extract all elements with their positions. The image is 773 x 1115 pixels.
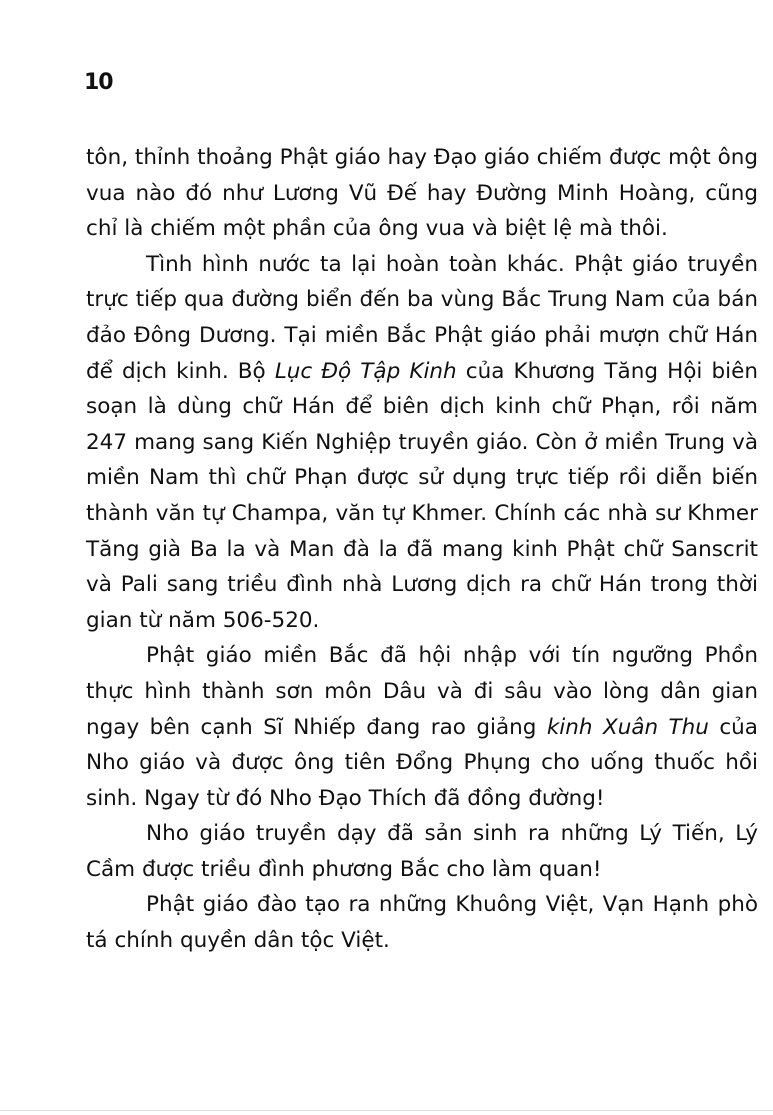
paragraph-2-segment-3: của Khương Tăng Hội biên soạn là dùng chữ Hán để biên dịch kinh chữ Phạn, rồi năm 247 mang sang Kiến Nghiệp truyền giáo. Còn ở miền Trung và miền Nam thì chữ Phạn được sử dụng trực tiếp rồi diễn biến thành văn tự Champa, văn tự Khmer. Chính các nhà sư Khmer Tăng già Ba la và Man đà la đã mang kinh Phật chữ Sanscrit và Pali sang triều đình nhà Lương dịch ra chữ Hán trong thời gian từ năm 506-520. bbox=[86, 358, 758, 633]
paragraph-3 bbox=[86, 638, 758, 816]
book-title-kinh-xuan-thu: kinh Xuân Thu bbox=[546, 714, 709, 740]
paragraph-4 bbox=[86, 816, 758, 887]
paragraph-2-segment-1: Tình hình nước ta lại hoàn toàn khác. Phật giáo truyền trực tiếp qua đường biển đến ba vùng Bắc Trung Nam của bán đảo Đông Dương. Tại miền Bắc Phật giáo phải mượn chữ Hán để dịch kinh. Bộ bbox=[86, 251, 758, 384]
paragraph-2 bbox=[86, 247, 758, 639]
book-title-luc-do-tap-kinh: Lục Độ Tập Kinh bbox=[274, 358, 457, 384]
page-bottom-edge bbox=[0, 1110, 773, 1111]
body-text bbox=[86, 140, 758, 959]
paragraph-5-segment-1: Phật giáo đào tạo ra những Khuông Việt, Vạn Hạnh phò tá chính quyền dân tộc Việt. bbox=[86, 892, 758, 954]
page-number: 10 bbox=[84, 70, 113, 95]
paragraph-3-segment-3: của Nho giáo và được ông tiên Đổng Phụng cho uống thuốc hồi sinh. Ngay từ đó Nho Đạo Thích đã đồng đường! bbox=[86, 714, 758, 811]
paragraph-1 bbox=[86, 140, 758, 247]
paragraph-5 bbox=[86, 887, 758, 958]
paragraph-1-segment-1: tôn, thỉnh thoảng Phật giáo hay Đạo giáo chiếm được một ông vua nào đó như Lương Vũ Đế hay Đường Minh Hoàng, cũng chỉ là chiếm một phần của ông vua và biệt lệ mà thôi. bbox=[86, 145, 758, 242]
paragraph-4-segment-1: Nho giáo truyền dạy đã sản sinh ra những Lý Tiến, Lý Cầm được triều đình phương Bắc cho làm quan! bbox=[86, 821, 758, 882]
paragraph-3-segment-1: Phật giáo miền Bắc đã hội nhập với tín ngưỡng Phồn thực hình thành sơn môn Dâu và đi sâu vào lòng dân gian ngay bên cạnh Sĩ Nhiếp đang rao giảng bbox=[86, 643, 758, 740]
